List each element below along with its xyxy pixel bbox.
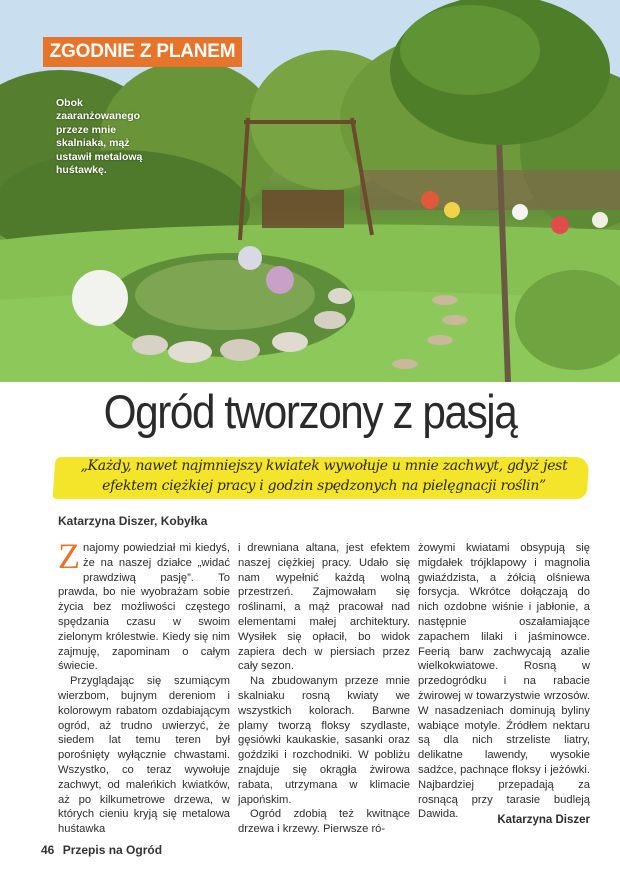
article-title: Ogród tworzony z pasją [103, 385, 517, 438]
photo-caption: Obok zaaranżowanego przeze mnie skalniaka, mąż ustawił metalową huśtawkę. [56, 97, 143, 177]
byline: Katarzyna Diszer, Kobyłka [58, 514, 208, 528]
author-signature: Katarzyna Diszer [497, 814, 590, 826]
text-column-2 [238, 541, 410, 837]
dropcap: Z [58, 536, 80, 576]
page-number: 46 [41, 843, 55, 857]
text-column-1 [58, 536, 230, 837]
garden-photo [0, 0, 620, 382]
paragraph-text: najomy powiedział mi kiedyś, że na naszej działce „widać prawdziwą pasję”. To prawda, bo nie wyobrażam sobie życia bez możliwości częstego spędzania czasu w swoim zielonym królestwie. Kiedy się nim zajmuję, zapominam o całym świecie. [58, 542, 230, 673]
magazine-name: Przepis na Ogród [62, 843, 163, 857]
paragraph: żowymi kwiatami obsypują się migdałek trójklapowy i magnolia gwiaździsta, a żółcią olśniewa forsycja. Wkrótce dołączają do nich ozdobne wiśnie i jabłonie, a następnie oszałamiające zapachem lilaki i jaśminowce. Feerią barw zachwycają azalie wielkokwiatowe. Rosną w przedogródku i na rabacie żwirowej w towarzystwie wrzosów. W nasadzeniach dominują byliny wabiące motyle. Źródłem nektaru są dla nich strzeliste liatry, delikatne lawendy, wysokie sadźce, pachnące floksy i jeżówki. Najbardziej przepadają za rosnącą przy tarasie budleją Dawida. [418, 542, 590, 821]
paragraph: Ogród zdobią też kwitnące drzewa i krzewy. Pierwsze ró- [238, 808, 410, 836]
section-tag: ZGODNIE Z PLANEM [43, 37, 242, 67]
paragraph [58, 536, 230, 674]
paragraph: i drewniana altana, jest efektem naszej ciężkiej pracy. Udało się nam wypełnić każdą wolną przestrzeń. Zajmowałam się roślinami, a mąż pracował nad elementami małej architektury. Wysiłek się opłacił, bo widok zapiera dech w piersiach przez cały sezon. [238, 542, 410, 673]
paragraph: Przyglądając się szumiącym wierzbom, bujnym dereniom i kolorowym rabatom ozdabiającym ogród, aż trudno uwierzyć, że siedem lat temu teren był porośnięty wyłącznie chwastami. Wszystko, co teraz wywołuje zachwyt, od maleńkich kwiatków, aż po kilkumetrowe drzewa, w których cieniu kryją się metalowa huśtawka [58, 675, 230, 836]
paragraph: Na zbudowanym przeze mnie skalniaku rosną kwiaty we wszystkich kolorach. Barwne plamy tworzą floksy szydlaste, gęsiówki kaukaskie, sasanki oraz goździki i rozchodniki. W pobliżu znajduje się okrągła żwirowa rabata, utrzymana w klimacie japońskim. [238, 675, 410, 806]
page-footer [41, 843, 162, 857]
pull-quote: „Każdy, nawet najmniejszy kwiatek wywołuje u mnie zachwyt, gdyż jest efektem ciężkiej pracy i godzin spędzonych na pielęgnacji roślin” [80, 458, 568, 494]
text-column-3 [418, 541, 590, 822]
